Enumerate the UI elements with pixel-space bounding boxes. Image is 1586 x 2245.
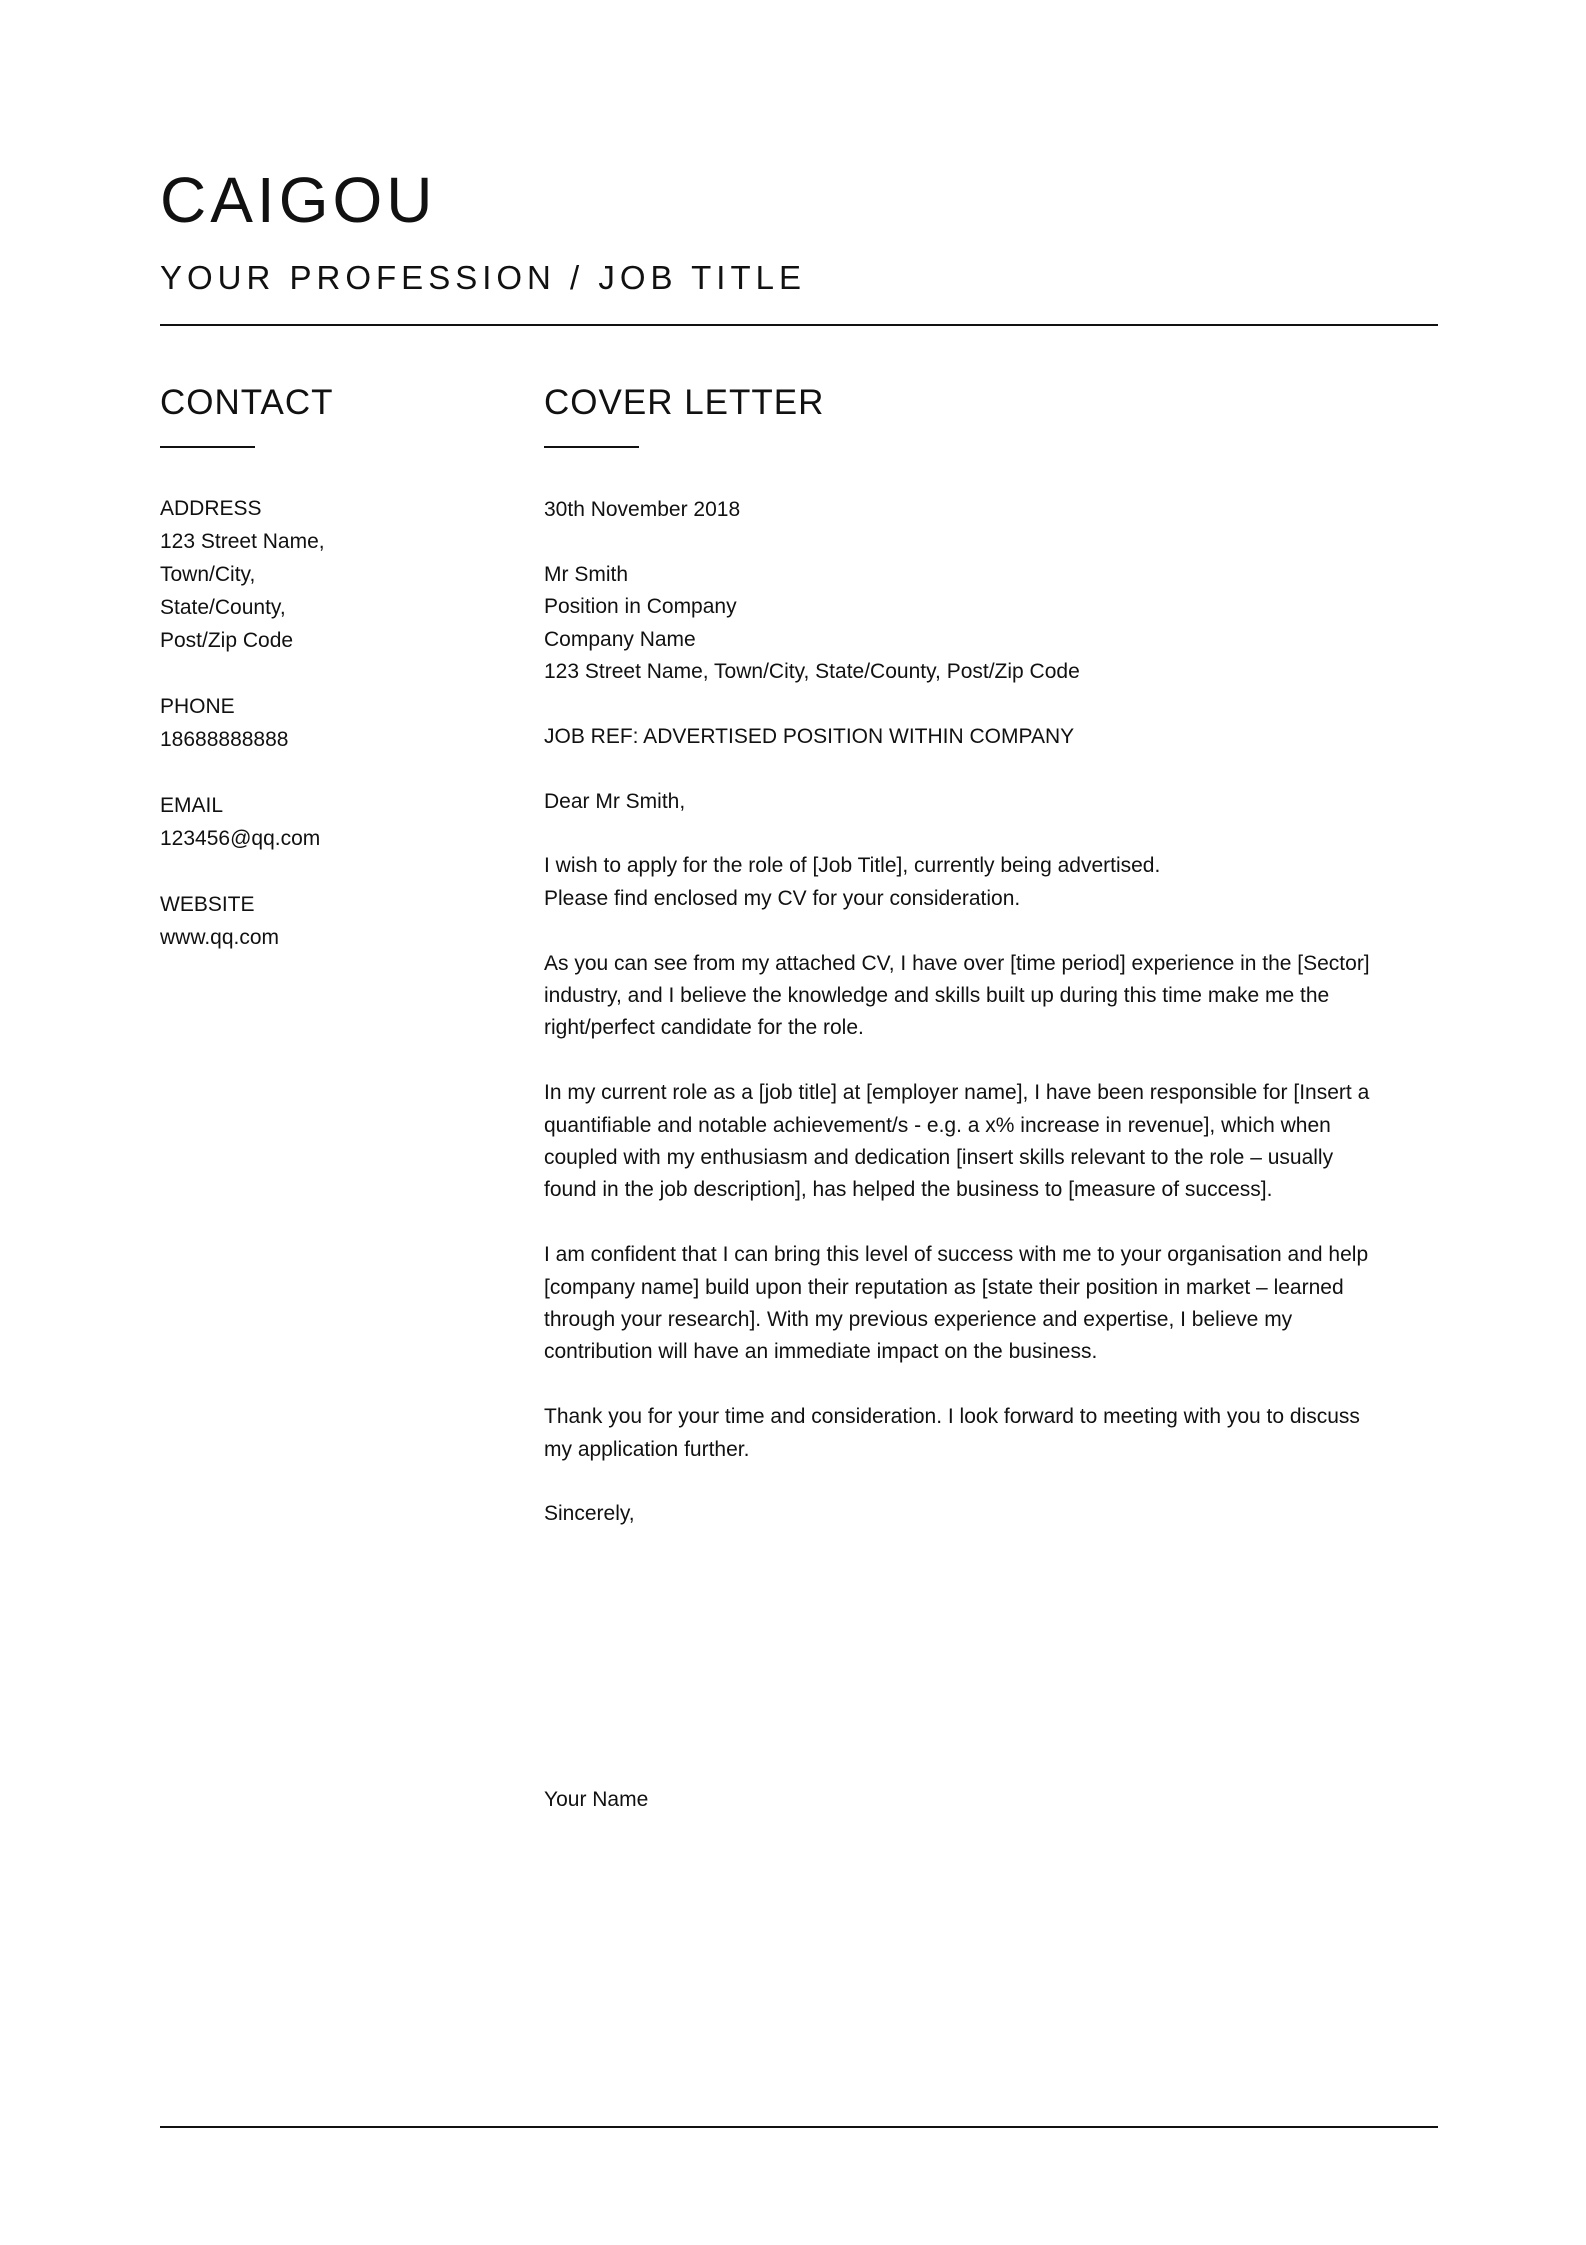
recipient-line: Mr Smith — [544, 562, 628, 586]
email-value: 123456@qq.com — [160, 827, 321, 850]
paragraph-current-role — [544, 1077, 1444, 1207]
email-label: EMAIL — [160, 794, 224, 817]
paragraph-line: found in the job description], has helped the business to [measure of success]. — [544, 1178, 1273, 1202]
address-block — [160, 492, 500, 657]
address-line: State/County, — [160, 596, 286, 619]
closing — [544, 1498, 1444, 1530]
website-value: www.qq.com — [160, 926, 280, 949]
paragraph-line: my application further. — [544, 1437, 750, 1461]
paragraph-line: I am confident that I can bring this level of success with me to your organisation and help — [544, 1243, 1369, 1267]
applicant-name: CAIGOU — [160, 164, 437, 236]
contact-heading-underline — [160, 446, 255, 448]
recipient-line: Company Name — [544, 627, 696, 651]
paragraph-thanks — [544, 1401, 1444, 1466]
address-line: 123 Street Name, — [160, 530, 325, 553]
paragraph-line: I wish to apply for the role of [Job Title], currently being advertised. — [544, 854, 1161, 878]
paragraph-line: As you can see from my attached CV, I have over [time period] experience in the [Sector] — [544, 951, 1370, 975]
signature-name: Your Name — [544, 1788, 649, 1811]
contact-heading: CONTACT — [160, 383, 334, 422]
recipient-block — [544, 559, 1444, 689]
job-ref-text: JOB REF: ADVERTISED POSITION WITHIN COMPANY — [544, 724, 1075, 748]
footer-divider — [160, 2126, 1438, 2128]
recipient-line: 123 Street Name, Town/City, State/County, Post/Zip Code — [544, 660, 1080, 684]
cover-letter-heading-underline — [544, 446, 639, 448]
cover-letter-heading: COVER LETTER — [544, 383, 825, 422]
email-block — [160, 789, 500, 855]
profession-title: YOUR PROFESSION / JOB TITLE — [160, 259, 806, 296]
address-label: ADDRESS — [160, 497, 262, 520]
paragraph-experience — [544, 948, 1444, 1045]
paragraph-line: coupled with my enthusiasm and dedication [insert skills relevant to the role – usually — [544, 1146, 1334, 1170]
closing-text: Sincerely, — [544, 1502, 635, 1526]
address-line: Post/Zip Code — [160, 629, 294, 652]
paragraph-line: [company name] build upon their reputation as [state their position in market – learned — [544, 1275, 1344, 1299]
website-label: WEBSITE — [160, 893, 255, 916]
phone-label: PHONE — [160, 695, 235, 718]
paragraph-line: In my current role as a [job title] at [employer name], I have been responsible for [Insert a — [544, 1081, 1370, 1105]
recipient-line: Position in Company — [544, 595, 737, 619]
letter-date — [544, 494, 1444, 526]
date-text: 30th November 2018 — [544, 498, 741, 521]
paragraph-confidence — [544, 1239, 1444, 1369]
paragraph-line: Thank you for your time and consideration. I look forward to meeting with you to discuss — [544, 1405, 1360, 1429]
paragraph-line: quantifiable and notable achievement/s - e.g. a x% increase in revenue], which when — [544, 1113, 1331, 1137]
contact-column — [160, 492, 500, 987]
phone-block — [160, 690, 500, 756]
header-divider — [160, 324, 1438, 326]
job-reference — [544, 721, 1444, 753]
salutation — [544, 786, 1444, 818]
salutation-text: Dear Mr Smith, — [544, 789, 686, 813]
website-block — [160, 888, 500, 954]
letter-body — [544, 494, 1444, 1563]
paragraph-line: through your research]. With my previous experience and expertise, I believe my — [544, 1308, 1293, 1332]
paragraph-line: contribution will have an immediate impact on the business. — [544, 1340, 1098, 1364]
paragraph-intro — [544, 850, 1444, 915]
address-line: Town/City, — [160, 563, 256, 586]
phone-value: 18688888888 — [160, 728, 289, 751]
paragraph-line: industry, and I believe the knowledge and skills built up during this time make me the — [544, 984, 1330, 1008]
paragraph-line: Please find enclosed my CV for your consideration. — [544, 886, 1021, 910]
paragraph-line: right/perfect candidate for the role. — [544, 1016, 864, 1040]
